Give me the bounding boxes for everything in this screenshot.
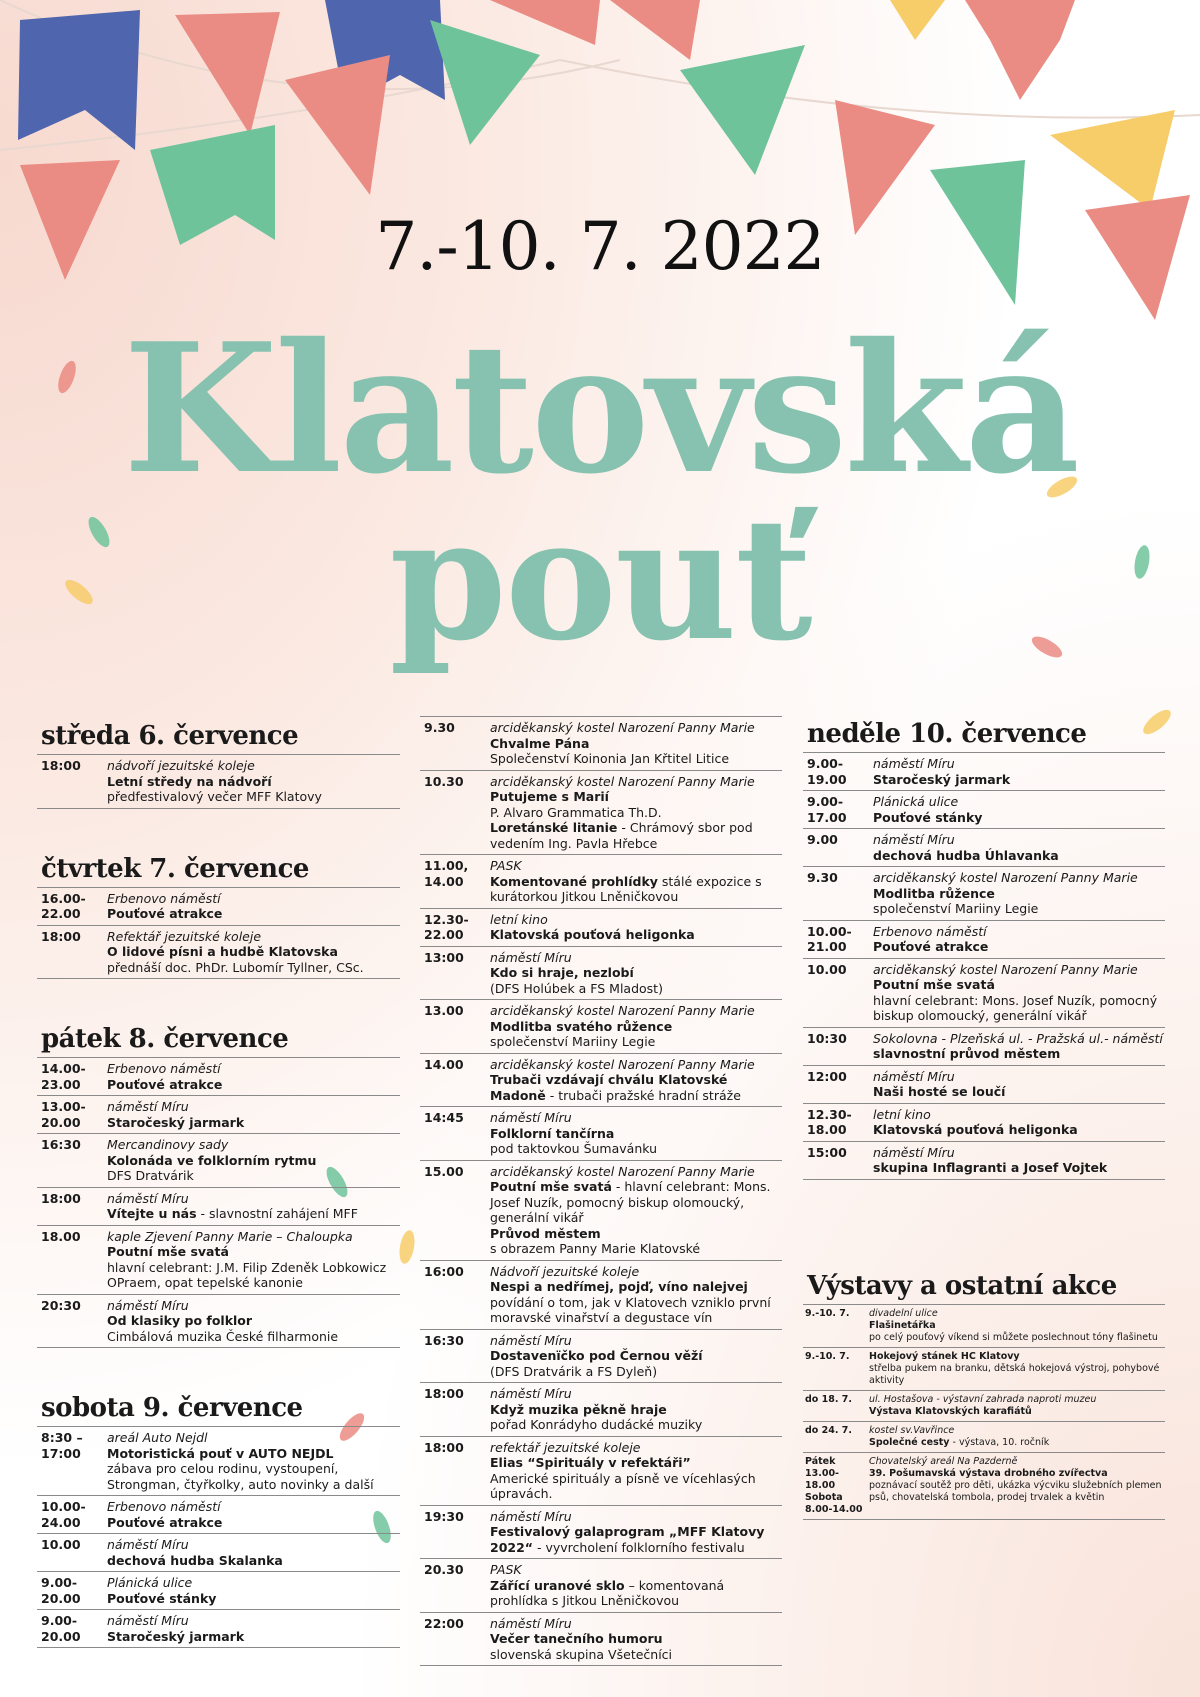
event-place: Chovatelský areál Na Pazderně bbox=[869, 1455, 1018, 1467]
event-row bbox=[803, 1453, 1165, 1520]
event-place: arciděkanský kostel Narození Panny Marie bbox=[873, 870, 1138, 885]
event-desc: poznávací soutěž pro děti, ukázka výcviku služebních plemen psů, chovatelská tombola, prodej trvalek a květin bbox=[869, 1479, 1162, 1503]
event-place: Erbenovo náměstí bbox=[107, 1061, 221, 1076]
column-left bbox=[37, 720, 400, 1692]
event-desc: hlavní celebrant: Mons. Josef Nuzík, pomocný biskup olomoucký, generální vikář bbox=[873, 992, 1158, 1023]
event-body bbox=[490, 912, 782, 943]
event-time: 9.00- 19.00 bbox=[807, 756, 847, 787]
event-desc: (DFS Dratvárik a FS Dyleň) bbox=[490, 1363, 658, 1379]
confetti bbox=[397, 1229, 417, 1265]
section-nedele bbox=[803, 718, 1165, 1180]
event-place: náměstí Míru bbox=[873, 832, 955, 847]
event-desc: zábava pro celou rodinu, vystoupení, Strongman, čtyřkolky, auto novinky a další bbox=[107, 1461, 374, 1492]
event-place: náměstí Míru bbox=[490, 949, 572, 965]
event-time: 13.00- 20.00 bbox=[41, 1099, 86, 1130]
section-sobota bbox=[37, 1392, 400, 1648]
event-desc: pořad Konrádyho dudácké muziky bbox=[490, 1417, 703, 1432]
event-time: do 18. 7. bbox=[805, 1393, 852, 1405]
event-body bbox=[107, 1229, 400, 1291]
event-place: divadelní ulice bbox=[869, 1307, 938, 1319]
event-row bbox=[420, 1161, 782, 1261]
event-time: 11.00, 14.00 bbox=[424, 858, 469, 889]
event-time: 10.00 bbox=[41, 1537, 81, 1552]
event-list bbox=[420, 716, 782, 1666]
event-place: náměstí Míru bbox=[107, 1297, 189, 1313]
event-place: náměstí Míru bbox=[490, 1386, 572, 1401]
event-body bbox=[490, 1003, 782, 1050]
day-heading: čtvrtek 7. července bbox=[41, 853, 309, 884]
event-row bbox=[37, 1295, 400, 1349]
event-name: Nespi a nedřímej, pojď, víno nalejvej bbox=[490, 1279, 748, 1294]
event-desc: - slavnostní zahájení MFF bbox=[196, 1206, 358, 1221]
event-time: Pátek 13.00-18.00 Sobota 8.00-14.00 bbox=[805, 1455, 863, 1515]
event-place: náměstí Míru bbox=[490, 1615, 572, 1631]
event-row bbox=[37, 1057, 400, 1096]
event-place: Refektář jezuitské koleje bbox=[107, 928, 262, 944]
day-heading: sobota 9. července bbox=[41, 1393, 303, 1423]
event-time: 12:00 bbox=[807, 1068, 847, 1084]
event-body bbox=[490, 950, 782, 997]
event-name: Večer tanečního humoru bbox=[490, 1631, 663, 1646]
event-name: Pouťové atrakce bbox=[107, 906, 223, 921]
section-ctvrtek bbox=[37, 853, 400, 980]
event-time: 18:00 bbox=[424, 1386, 464, 1401]
event-time: 15:00 bbox=[807, 1144, 847, 1160]
event-time: 9.-10. 7. bbox=[805, 1307, 850, 1319]
event-body bbox=[107, 1537, 400, 1568]
event-body bbox=[869, 1351, 1165, 1387]
event-time: 14:45 bbox=[424, 1110, 464, 1125]
event-desc: povídání o tom, jak v Klatovech vzniklo první moravské vinařství a degustace vín bbox=[490, 1294, 771, 1325]
event-row bbox=[420, 1559, 782, 1613]
event-name: Motoristická pouť v AUTO NEJDL bbox=[107, 1445, 334, 1461]
event-body bbox=[490, 1110, 782, 1157]
event-body bbox=[490, 1264, 782, 1326]
event-name: Dostavenïčko pod Černou věží bbox=[490, 1348, 703, 1363]
event-row bbox=[37, 1610, 400, 1648]
event-time: 19:30 bbox=[424, 1508, 464, 1524]
event-time: 9.00- 17.00 bbox=[807, 794, 847, 825]
event-desc: s obrazem Panny Marie Klatovské bbox=[490, 1241, 701, 1256]
event-body bbox=[873, 794, 1165, 825]
event-name: Staročeský jarmark bbox=[873, 771, 1011, 787]
event-row bbox=[803, 829, 1165, 867]
event-place: kaple Zjevení Panny Marie – Chaloupka bbox=[107, 1228, 353, 1244]
event-name: 39. Pošumavská výstava drobného zvířectva bbox=[869, 1467, 1108, 1479]
event-body bbox=[107, 1191, 400, 1222]
event-desc: (DFS Holúbek a FS Mladost) bbox=[490, 980, 663, 996]
event-time: 9.30 bbox=[424, 720, 455, 735]
event-body bbox=[107, 929, 400, 976]
event-desc: předfestivalový večer MFF Klatovy bbox=[107, 789, 322, 804]
event-time: 14.00- 23.00 bbox=[41, 1061, 86, 1092]
event-place: náměstí Míru bbox=[107, 1190, 189, 1206]
event-place: náměstí Míru bbox=[490, 1332, 572, 1348]
event-desc: slovenská skupina Všetečníci bbox=[490, 1646, 673, 1662]
event-body bbox=[873, 962, 1165, 1024]
event-name: Zářící uranové sklo bbox=[490, 1577, 625, 1593]
event-desc: Americké spirituály a písně ve vícehlasých úpravách. bbox=[490, 1470, 756, 1501]
event-place: arciděkanský kostel Narození Panny Marie bbox=[490, 1056, 755, 1072]
event-body bbox=[490, 858, 782, 905]
event-desc: stálé expozice s kurátorkou Jitkou Lněničkovou bbox=[490, 873, 762, 904]
event-body bbox=[869, 1456, 1165, 1516]
event-row bbox=[420, 771, 782, 856]
event-name: Putujeme s Marií bbox=[490, 789, 609, 804]
event-place: Erbenovo náměstí bbox=[107, 890, 221, 906]
event-body bbox=[869, 1308, 1165, 1344]
event-name: Komentované prohlídky bbox=[490, 873, 658, 889]
event-body bbox=[873, 870, 1165, 917]
event-desc: - vyvrcholení folklorního festivalu bbox=[533, 1539, 745, 1555]
event-place: Mercandinovy sady bbox=[107, 1137, 229, 1152]
event-time: 9.30 bbox=[807, 870, 838, 885]
event-desc: – komentovaná prohlídka s Jitkou Lněničkovou bbox=[490, 1577, 725, 1608]
event-time: 9.00 bbox=[807, 832, 838, 847]
event-body bbox=[107, 1575, 400, 1606]
event-desc: - trubači pražské hradní stráže bbox=[545, 1087, 741, 1103]
event-row bbox=[420, 1613, 782, 1667]
event-body bbox=[490, 1333, 782, 1380]
event-body bbox=[873, 756, 1165, 787]
event-row bbox=[803, 1422, 1165, 1453]
event-place: refektář jezuitské koleje bbox=[490, 1439, 641, 1455]
event-name: Kolonáda ve folklorním rytmu bbox=[107, 1152, 317, 1168]
column-right bbox=[803, 718, 1165, 1564]
event-row bbox=[420, 855, 782, 909]
event-time: 16:00 bbox=[424, 1263, 464, 1279]
event-name: Loretánské litanie bbox=[490, 820, 618, 835]
event-name: Letní středy na nádvoří bbox=[107, 773, 272, 789]
section-patek bbox=[37, 1023, 400, 1348]
event-row bbox=[420, 1506, 782, 1560]
event-place: Plánická ulice bbox=[873, 794, 959, 809]
event-row bbox=[803, 1142, 1165, 1180]
event-place: Plánická ulice bbox=[107, 1575, 193, 1590]
event-row bbox=[37, 1096, 400, 1134]
event-time: 9.00- 20.00 bbox=[41, 1575, 81, 1606]
event-place: arciděkanský kostel Narození Panny Marie bbox=[490, 773, 755, 789]
event-row bbox=[37, 1226, 400, 1295]
event-place: náměstí Míru bbox=[107, 1613, 189, 1628]
event-body bbox=[107, 1137, 400, 1184]
event-row bbox=[420, 1383, 782, 1437]
event-desc: - výstava, 10. ročník bbox=[949, 1436, 1050, 1448]
event-place: nádvoří jezuitské koleje bbox=[107, 758, 255, 773]
event-name: Chvalme Pána bbox=[490, 735, 590, 751]
event-row bbox=[803, 1348, 1165, 1391]
day-heading: neděle 10. července bbox=[807, 719, 1087, 749]
event-desc: přednáší doc. PhDr. Lubomír Tyllner, CSc. bbox=[107, 959, 364, 975]
event-desc: Cimbálová muzika České filharmonie bbox=[107, 1328, 339, 1344]
event-row bbox=[420, 1437, 782, 1506]
event-body bbox=[490, 1164, 782, 1257]
event-name: Flašinetářka bbox=[869, 1319, 936, 1331]
event-place: areál Auto Nejdl bbox=[107, 1430, 208, 1445]
event-body bbox=[873, 832, 1165, 863]
event-desc: P. Alvaro Grammatica Th.D. bbox=[490, 804, 662, 820]
event-name: Festivalový galaprogram „MFF Klatovy 2022“ bbox=[490, 1524, 765, 1555]
event-body bbox=[873, 1107, 1165, 1138]
event-name: Trubači vzdávají chválu Klatovské Madoně bbox=[490, 1072, 728, 1103]
event-body bbox=[490, 1386, 782, 1433]
event-name: Klatovská pouťová heligonka bbox=[873, 1122, 1078, 1137]
event-row bbox=[420, 1261, 782, 1330]
column-middle bbox=[420, 716, 782, 1666]
event-name: slavnostní průvod městem bbox=[873, 1046, 1061, 1061]
event-place: PASK bbox=[490, 858, 522, 873]
event-name: Vítejte u nás bbox=[107, 1206, 197, 1221]
event-body bbox=[107, 1430, 400, 1492]
event-time: 10:30 bbox=[807, 1030, 847, 1046]
event-desc: Společenství Koinonia Jan Křtitel Litice bbox=[490, 751, 730, 766]
event-time: 9.00- 20.00 bbox=[41, 1613, 81, 1644]
event-row bbox=[420, 1000, 782, 1054]
event-row bbox=[803, 867, 1165, 921]
event-body bbox=[490, 720, 782, 767]
event-place: arciděkanský kostel Narození Panny Marie bbox=[490, 720, 755, 735]
section-heading: Výstavy a ostatní akce bbox=[807, 1270, 1117, 1301]
event-time: 20.30 bbox=[424, 1562, 464, 1577]
event-time: 18:00 bbox=[41, 758, 81, 773]
event-time: 13.00 bbox=[424, 1003, 464, 1018]
event-list bbox=[37, 754, 400, 809]
event-place: Nádvoří jezuitské koleje bbox=[490, 1263, 640, 1279]
event-time: 18.00 bbox=[41, 1228, 81, 1244]
event-row bbox=[420, 1054, 782, 1108]
event-desc: - hlavní celebrant: Mons. Josef Nuzík, pomocný biskup olomoucký, generální vikář bbox=[490, 1179, 771, 1225]
event-time: 10.00 bbox=[807, 961, 847, 977]
event-row bbox=[37, 1534, 400, 1572]
event-name: Výstava Klatovských karafiátů bbox=[869, 1405, 1032, 1417]
event-time: 14.00 bbox=[424, 1056, 464, 1072]
event-dates: 7.-10. 7. 2022 bbox=[375, 208, 825, 285]
event-place: arciděkanský kostel Narození Panny Marie bbox=[873, 961, 1138, 977]
event-name: dechová hudba Skalanka bbox=[107, 1552, 283, 1568]
event-row bbox=[803, 1066, 1165, 1104]
event-place: náměstí Míru bbox=[873, 1144, 955, 1160]
event-body bbox=[873, 924, 1165, 955]
event-time: 13:00 bbox=[424, 949, 464, 965]
event-row bbox=[37, 887, 400, 926]
event-name: Poutní mše svatá bbox=[107, 1244, 229, 1259]
event-body bbox=[107, 1613, 400, 1644]
event-place: letní kino bbox=[873, 1106, 931, 1122]
event-time: 8:30 – 17:00 bbox=[41, 1430, 83, 1461]
event-name: O lidové písni a hudbě Klatovska bbox=[107, 944, 338, 959]
event-list bbox=[803, 752, 1165, 1180]
event-body bbox=[107, 758, 400, 805]
event-desc: hlavní celebrant: J.M. Filip Zdeněk Lobkowicz OPraem, opat tepelské kanonie bbox=[107, 1259, 387, 1290]
event-body bbox=[869, 1394, 1165, 1418]
event-body bbox=[869, 1425, 1165, 1449]
event-time: 9.-10. 7. bbox=[805, 1350, 850, 1362]
event-row bbox=[803, 921, 1165, 959]
event-time: do 24. 7. bbox=[805, 1424, 852, 1436]
event-body bbox=[873, 1145, 1165, 1176]
event-time: 18:00 bbox=[41, 928, 81, 944]
event-body bbox=[490, 1562, 782, 1609]
event-place: arciděkanský kostel Narození Panny Marie bbox=[490, 1003, 755, 1018]
event-place: náměstí Míru bbox=[107, 1099, 189, 1114]
event-row bbox=[37, 754, 400, 809]
event-row bbox=[803, 1304, 1165, 1348]
event-name: Pouťové atrakce bbox=[107, 1076, 223, 1092]
event-body bbox=[107, 1499, 400, 1530]
event-row bbox=[420, 1107, 782, 1161]
event-time: 16.00- 22.00 bbox=[41, 890, 86, 921]
event-name: Společné cesty bbox=[869, 1436, 950, 1448]
event-name: Pouťové atrakce bbox=[873, 939, 989, 954]
event-name: Klatovská pouťová heligonka bbox=[490, 927, 695, 942]
event-time: 16:30 bbox=[424, 1332, 464, 1348]
event-row bbox=[803, 791, 1165, 829]
event-place: ul. Hostašova - výstavní zahrada naproti muzeu bbox=[869, 1393, 1097, 1405]
event-time: 10.00- 21.00 bbox=[807, 923, 852, 954]
event-place: náměstí Míru bbox=[873, 756, 955, 771]
event-time: 15.00 bbox=[424, 1163, 464, 1179]
event-name: Poutní mše svatá bbox=[490, 1179, 612, 1194]
event-body bbox=[490, 774, 782, 852]
event-name: Folklorní tančírna bbox=[490, 1125, 615, 1141]
event-body bbox=[490, 1616, 782, 1663]
event-time: 16:30 bbox=[41, 1137, 81, 1152]
event-list bbox=[37, 1426, 400, 1648]
event-row bbox=[803, 959, 1165, 1028]
event-time: 12.30- 22.00 bbox=[424, 911, 469, 942]
event-row bbox=[420, 947, 782, 1001]
event-name: Staročeský jarmark bbox=[107, 1114, 245, 1130]
event-body bbox=[490, 1057, 782, 1104]
event-row bbox=[420, 909, 782, 947]
event-name: Pouťové stánky bbox=[107, 1590, 217, 1606]
event-body bbox=[490, 1440, 782, 1502]
event-row bbox=[37, 1426, 400, 1496]
event-desc: společenství Mariiny Legie bbox=[490, 1034, 656, 1049]
event-desc: střelba pukem na branku, dětská hokejová výstroj, pohybové aktivity bbox=[869, 1362, 1160, 1386]
event-row bbox=[803, 1028, 1165, 1066]
event-body bbox=[873, 1031, 1165, 1062]
event-name: Poutní mše svatá bbox=[873, 977, 995, 992]
event-name: Kdo si hraje, nezlobí bbox=[490, 965, 634, 980]
event-place: arciděkanský kostel Narození Panny Marie bbox=[490, 1163, 755, 1179]
event-body bbox=[107, 1298, 400, 1345]
event-time: 18:00 bbox=[41, 1190, 81, 1206]
section-streda bbox=[37, 720, 400, 809]
event-desc: DFS Dratvárik bbox=[107, 1168, 194, 1183]
event-place: náměstí Míru bbox=[490, 1508, 572, 1524]
event-name: Když muzika pěkně hraje bbox=[490, 1401, 667, 1417]
event-name: dechová hudba Úhlavanka bbox=[873, 847, 1059, 863]
event-body bbox=[107, 1061, 400, 1092]
section-vystavy bbox=[803, 1270, 1165, 1520]
event-place: náměstí Míru bbox=[873, 1068, 955, 1084]
event-row bbox=[37, 926, 400, 980]
event-time: 12.30- 18.00 bbox=[807, 1106, 852, 1137]
event-place: PASK bbox=[490, 1562, 522, 1577]
event-row bbox=[37, 1572, 400, 1610]
event-name: Hokejový stánek HC Klatovy bbox=[869, 1350, 1020, 1362]
event-time: 10.00- 24.00 bbox=[41, 1499, 86, 1530]
title-line-2: pouť bbox=[389, 480, 811, 678]
event-name: Pouťové stánky bbox=[873, 809, 983, 825]
event-row bbox=[420, 1330, 782, 1384]
event-row bbox=[803, 1104, 1165, 1142]
event-list bbox=[803, 1304, 1165, 1520]
event-name: Staročeský jarmark bbox=[107, 1628, 245, 1644]
event-name: Modlitba růžence bbox=[873, 885, 995, 901]
event-time: 10.30 bbox=[424, 773, 464, 789]
event-row bbox=[37, 1188, 400, 1226]
event-desc: po celý pouťový víkend si můžete poslechnout tóny flašinetu bbox=[869, 1331, 1158, 1343]
event-row bbox=[420, 716, 782, 771]
event-desc: pod taktovkou Šumavánku bbox=[490, 1141, 658, 1156]
event-row bbox=[803, 752, 1165, 791]
event-name: Od klasiky po folklor bbox=[107, 1313, 253, 1328]
event-place: kostel sv.Vavřince bbox=[869, 1424, 955, 1436]
event-name: Průvod městem bbox=[490, 1225, 601, 1241]
event-row bbox=[37, 1496, 400, 1534]
event-body bbox=[107, 1099, 400, 1130]
event-name: Pouťové atrakce bbox=[107, 1514, 223, 1530]
event-name: Naši hosté se loučí bbox=[873, 1084, 1006, 1099]
event-place: náměstí Míru bbox=[490, 1110, 572, 1125]
event-body bbox=[873, 1069, 1165, 1100]
event-desc: společenství Mariiny Legie bbox=[873, 901, 1039, 916]
event-row bbox=[37, 1134, 400, 1188]
event-list bbox=[37, 1057, 400, 1348]
day-heading: středa 6. července bbox=[41, 721, 299, 751]
event-body bbox=[107, 891, 400, 922]
event-name: Modlitba svatého růžence bbox=[490, 1018, 673, 1034]
event-time: 20:30 bbox=[41, 1297, 81, 1313]
event-place: letní kino bbox=[490, 911, 548, 927]
event-body bbox=[490, 1509, 782, 1556]
day-heading: pátek 8. července bbox=[41, 1024, 289, 1054]
event-place: Erbenovo náměstí bbox=[107, 1499, 221, 1514]
event-row bbox=[803, 1391, 1165, 1422]
event-time: 18:00 bbox=[424, 1439, 464, 1455]
event-time: 22:00 bbox=[424, 1615, 464, 1631]
event-place: náměstí Míru bbox=[107, 1537, 189, 1552]
event-list bbox=[37, 887, 400, 980]
event-name: Elias “Spirituály v refektáři” bbox=[490, 1455, 691, 1470]
title-line-1: Klatovská bbox=[123, 304, 1077, 513]
event-place: Erbenovo náměstí bbox=[873, 923, 987, 939]
event-desc: - Chrámový sbor pod vedením Ing. Pavla Hřebce bbox=[490, 820, 753, 851]
event-place: Sokolovna - Plzeňská ul. - Pražská ul.- náměstí bbox=[873, 1030, 1163, 1046]
event-name: skupina Inflagranti a Josef Vojtek bbox=[873, 1160, 1108, 1175]
